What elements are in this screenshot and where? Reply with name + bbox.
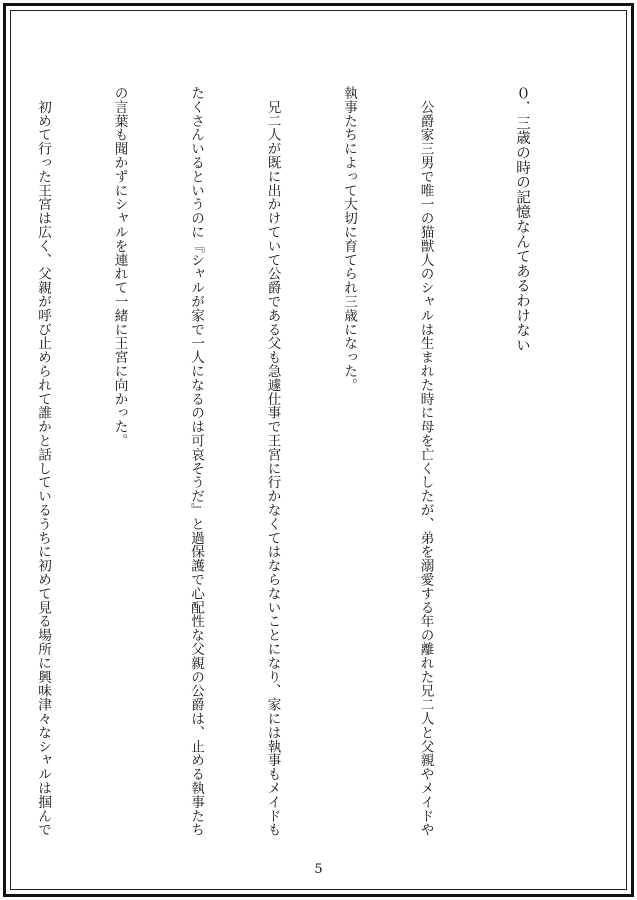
- text-column: たくさんいるというのに『シャルが家で一人になるのは可哀そうだ』と過保護で心配性な父親の公爵は、止める執事たち: [188, 86, 204, 837]
- text-column: 公爵家三男で唯一の猫獣人のシャルは生まれた時に母を亡くしたが、弟を溺愛する年の離れた兄二人と父親やメイドや: [417, 86, 434, 837]
- page-number: 5: [314, 862, 323, 877]
- vertical-text-body: [0, 86, 585, 837]
- text-column: の言葉も聞かずにシャルを連れて一緒に王宮に向かった。: [111, 86, 128, 448]
- text-column: 初めて行った王宮は広く、父親が呼び止められて誰かと話しているうちに初めて見る場所に興味津々なシャルは掴んで: [35, 86, 51, 837]
- text-column: 執事たちによって大切に育てられ三歳になった。: [341, 86, 357, 392]
- chapter-title: ０．三歳の時の記憶なんてあるわけない: [514, 86, 530, 353]
- text-column: 兄二人が既に出かけていて公爵である父も急遽仕事で王宮に行かなくてはならないことになり、家には執事もメイドも: [264, 86, 281, 837]
